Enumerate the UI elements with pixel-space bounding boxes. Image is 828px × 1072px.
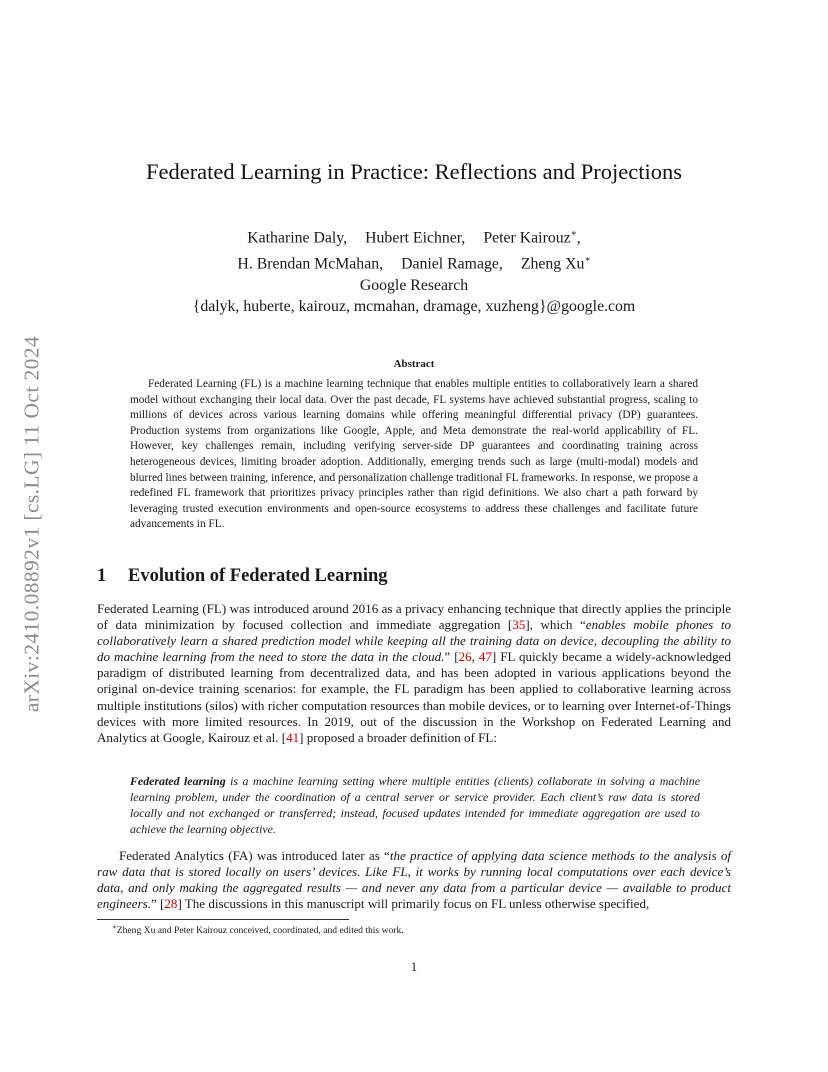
footnote-marker[interactable]: ∗ [584,253,591,264]
citation-link[interactable]: 26 [458,649,472,665]
arxiv-identifier-stamp: arXiv:2410.08892v1 [cs.LG] 11 Oct 2024 [19,335,44,713]
quoted-text: the practice of applying data science methods to the analysis of raw data that is stored locally on users’ devices. Like FL, it works by running local computations over each device’s data, and only making the aggregated results — and never any data from a particular device — available to product engineers. [97,848,731,912]
author-name: Hubert Eichner, [365,229,466,247]
author-name: H. Brendan McMahan, [237,255,384,273]
body-paragraph-1: Federated Learning (FL) was introduced around 2016 as a privacy enhancing technique that directly applies the principle of data minimization by focused collection and immediate aggregation [35], which “enables mobile phones to collaboratively learn a shared prediction model while keeping all the training data on device, decoupling the ability to do machine learning from the need to store the data in the cloud.” [26, 47] FL quickly became a widely-acknowledged paradigm of distributed learning from decentralized data, and has been adopted in various applications beyond the original on-device training scenarios: for example, the FL paradigm has been applied to collaborative learning across multiple institutions (silos) with richer computation resources than mobile devices, or to learning over Internet-of-Things devices with more limited resources. In 2019, out of the discussion in the Workshop on Federated Learning and Analytics at Google, Kairouz et al. [41] proposed a broader definition of FL: [97,601,731,745]
citation-link[interactable]: 41 [286,729,300,745]
affiliation: Google Research [359,276,469,294]
section-title: Evolution of Federated Learning [128,566,388,586]
quoted-text: enables mobile phones to collaboratively learn a shared prediction model while keeping all the training data on device, decoupling the ability to do machine learning from the need to store the data in the cloud. [97,617,731,665]
footnote-marker[interactable]: ∗ [570,228,577,238]
footnote-mark: ∗ [112,923,117,931]
citation-link[interactable]: 35 [512,617,526,633]
footnote-divider [97,919,349,920]
definition-quote: Federated learning is a machine learning setting where multiple entities (clients) collaborate in solving a machine learning problem, under the coordination of a central server or service provider. Each client’s raw data is stored locally and not exchanged or transferred; instead, focused updates intended for immediate aggregation are used to achieve the learning objective. [130,774,700,837]
author-name: Peter Kairouz [483,229,571,247]
abstract-heading: Abstract [393,358,435,370]
citation-link[interactable]: 47 [478,649,492,665]
author-separator: , [576,229,581,247]
author-name: Daniel Ramage, [401,255,503,273]
author-name: Katharine Daly, [247,229,348,247]
citation-link[interactable]: 28 [164,896,178,912]
footnote [112,923,404,936]
author-block [0,223,828,318]
abstract-body: Federated Learning (FL) is a machine learning technique that enables multiple entities to collaboratively learn a shared model without exchanging their local data. Over the past decade, FL systems have achieved substantial progress, scaling to millions of devices across various learning domains while offering meaningful differential privacy (DP) guarantees. Production systems from organizations like Google, Apple, and Meta demonstrate the real-world applicability of FL. However, key challenges remain, including verifying server-side DP guarantees and coordinating training across heterogeneous devices, limiting broader adoption. Additionally, emerging trends such as large (multi-modal) models and blurred lines between training, inference, and personalization challenge traditional FL frameworks. In response, we propose a redefined FL framework that prioritizes privacy principles rather than rigid definitions. We also chart a path forward by leveraging trusted execution environments and open-source ecosystems to address these challenges and facilitate future advancements in FL. [130,378,698,531]
defined-term: Federated learning [130,774,226,788]
footnote-text: Zheng Xu and Peter Kairouz conceived, coordinated, and edited this work. [116,925,404,937]
author-line-2 [0,249,828,275]
author-line-1 [0,223,828,249]
page-number: 1 [410,960,418,974]
section-heading [97,566,388,587]
author-name: Zheng Xu [520,255,585,273]
section-number: 1 [97,566,107,586]
paper-title: Federated Learning in Practice: Reflections and Projections [145,159,683,185]
author-emails: {dalyk, huberte, kairouz, mcmahan, dramage, xuzheng}@google.com [192,298,636,316]
body-paragraph-2: Federated Analytics (FA) was introduced later as “the practice of applying data science methods to the analysis of raw data that is stored locally on users’ devices. Like FL, it works by running local computations over each device’s data, and only making the aggregated results — and never any data from a particular device — available to product engineers.” [28] The discussions in this manuscript will primarily focus on FL unless otherwise specified, [97,848,731,912]
